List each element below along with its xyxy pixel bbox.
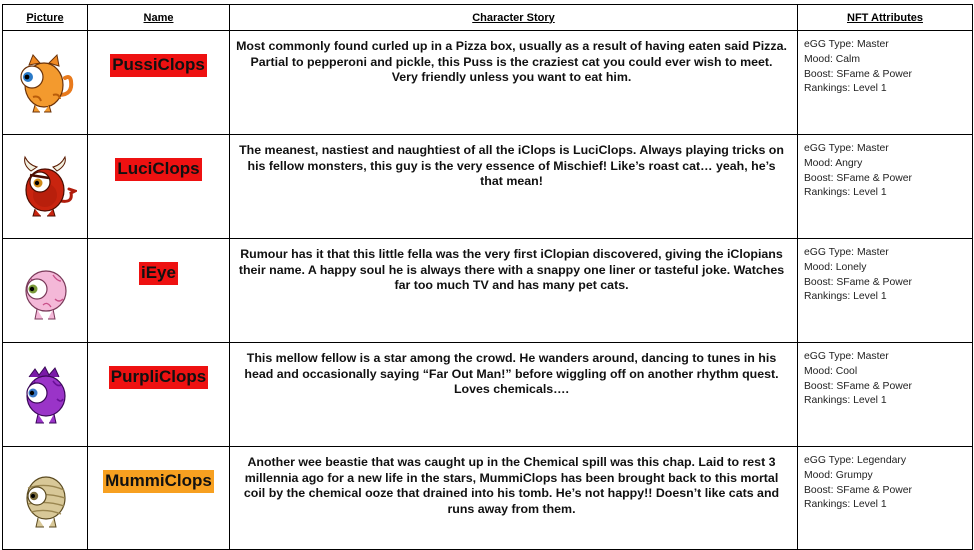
name-cell (88, 31, 230, 135)
header-picture: Picture (3, 5, 88, 31)
character-story: Most commonly found curled up in a Pizza box, usually as a result of having eaten said Pizza. Partial to pepperoni and pickle, this Puss is the craziest cat you could ever wish to meet. Very friendly unless you want to eat him. (236, 39, 787, 84)
attribute-egg-type: eGG Type: Master (804, 143, 889, 154)
attribute-rankings: Rankings: Level 1 (804, 395, 887, 407)
attribute-rankings: Rankings: Level 1 (804, 499, 887, 511)
header-row (3, 5, 973, 31)
character-name: PurpliClops (109, 366, 208, 389)
attribute-rankings: Rankings: Level 1 (804, 187, 887, 199)
attributes-cell (798, 239, 973, 343)
picture-cell (3, 239, 88, 343)
red-devil-monster-icon (13, 155, 77, 219)
picture-cell (3, 343, 88, 447)
attribute-boost: Boost: SFame & Power (804, 172, 912, 184)
picture-cell (3, 31, 88, 135)
attribute-boost: Boost: SFame & Power (804, 484, 912, 496)
header-attributes: NFT Attributes (798, 5, 973, 31)
attribute-rankings: Rankings: Level 1 (804, 83, 887, 95)
attributes-cell (798, 343, 973, 447)
character-story: This mellow fellow is a star among the crowd. He wanders around, dancing to tunes in his head and occasionally saying “Far Out Man!” before wiggling off on another rhythm quest. Loves chemicals…. (244, 351, 779, 396)
name-cell (88, 343, 230, 447)
attribute-mood: Mood: Calm (804, 53, 861, 65)
purple-monster-icon (13, 363, 77, 427)
attributes-cell (798, 447, 973, 550)
picture-cell (3, 447, 88, 550)
attributes-cell (798, 31, 973, 135)
attribute-boost: Boost: SFame & Power (804, 276, 912, 288)
attribute-mood: Mood: Angry (804, 157, 863, 169)
attribute-egg-type: eGG Type: Master (804, 247, 889, 258)
character-table (2, 4, 973, 550)
name-cell (88, 447, 230, 550)
header-story: Character Story (230, 5, 798, 31)
attribute-boost: Boost: SFame & Power (804, 68, 912, 80)
pink-eyeball-monster-icon (13, 259, 77, 323)
story-cell (230, 447, 798, 550)
character-name: MummiClops (103, 470, 214, 493)
name-cell (88, 135, 230, 239)
story-cell (230, 239, 798, 343)
table-row (3, 239, 973, 343)
attribute-egg-type: eGG Type: Legendary (804, 455, 907, 466)
table-row (3, 343, 973, 447)
table-row (3, 31, 973, 135)
attribute-mood: Mood: Lonely (804, 261, 867, 273)
character-name: LuciClops (115, 158, 201, 181)
attribute-mood: Mood: Cool (804, 365, 858, 377)
story-cell (230, 135, 798, 239)
picture-cell (3, 135, 88, 239)
story-cell (230, 31, 798, 135)
name-cell (88, 239, 230, 343)
character-story: The meanest, nastiest and naughtiest of all the iClops is LuciClops. Always playing tricks on his fellow monsters, this guy is the very essence of Mischief! Like’s roast cat… yeah, he’s that mean! (239, 143, 784, 188)
attribute-egg-type: eGG Type: Master (804, 39, 889, 50)
header-name: Name (88, 5, 230, 31)
attributes-cell (798, 135, 973, 239)
table-row (3, 135, 973, 239)
character-name: iEye (139, 262, 178, 285)
orange-cat-monster-icon (13, 51, 77, 115)
attribute-rankings: Rankings: Level 1 (804, 291, 887, 303)
story-cell (230, 343, 798, 447)
mummy-monster-icon (13, 466, 77, 530)
character-story: Rumour has it that this little fella was the very first iClopian discovered, giving the iClopians their name. A happy soul he is always there with a snappy one liner or tasteful joke. Watches far too much TV and has many pet cats. (238, 247, 785, 292)
attribute-egg-type: eGG Type: Master (804, 351, 889, 362)
table-row (3, 447, 973, 550)
character-name: PussiClops (110, 54, 207, 77)
attribute-boost: Boost: SFame & Power (804, 380, 912, 392)
attribute-mood: Mood: Grumpy (804, 469, 873, 481)
character-story: Another wee beastie that was caught up in the Chemical spill was this chap. Laid to rest 3 millennia ago for a new life in the stars, MummiClops has been brought back to this mortal coil by the chemical ooze that drained into his tomb. He’s not happy!! Doesn’t like cats and runs away from them. (243, 455, 780, 516)
